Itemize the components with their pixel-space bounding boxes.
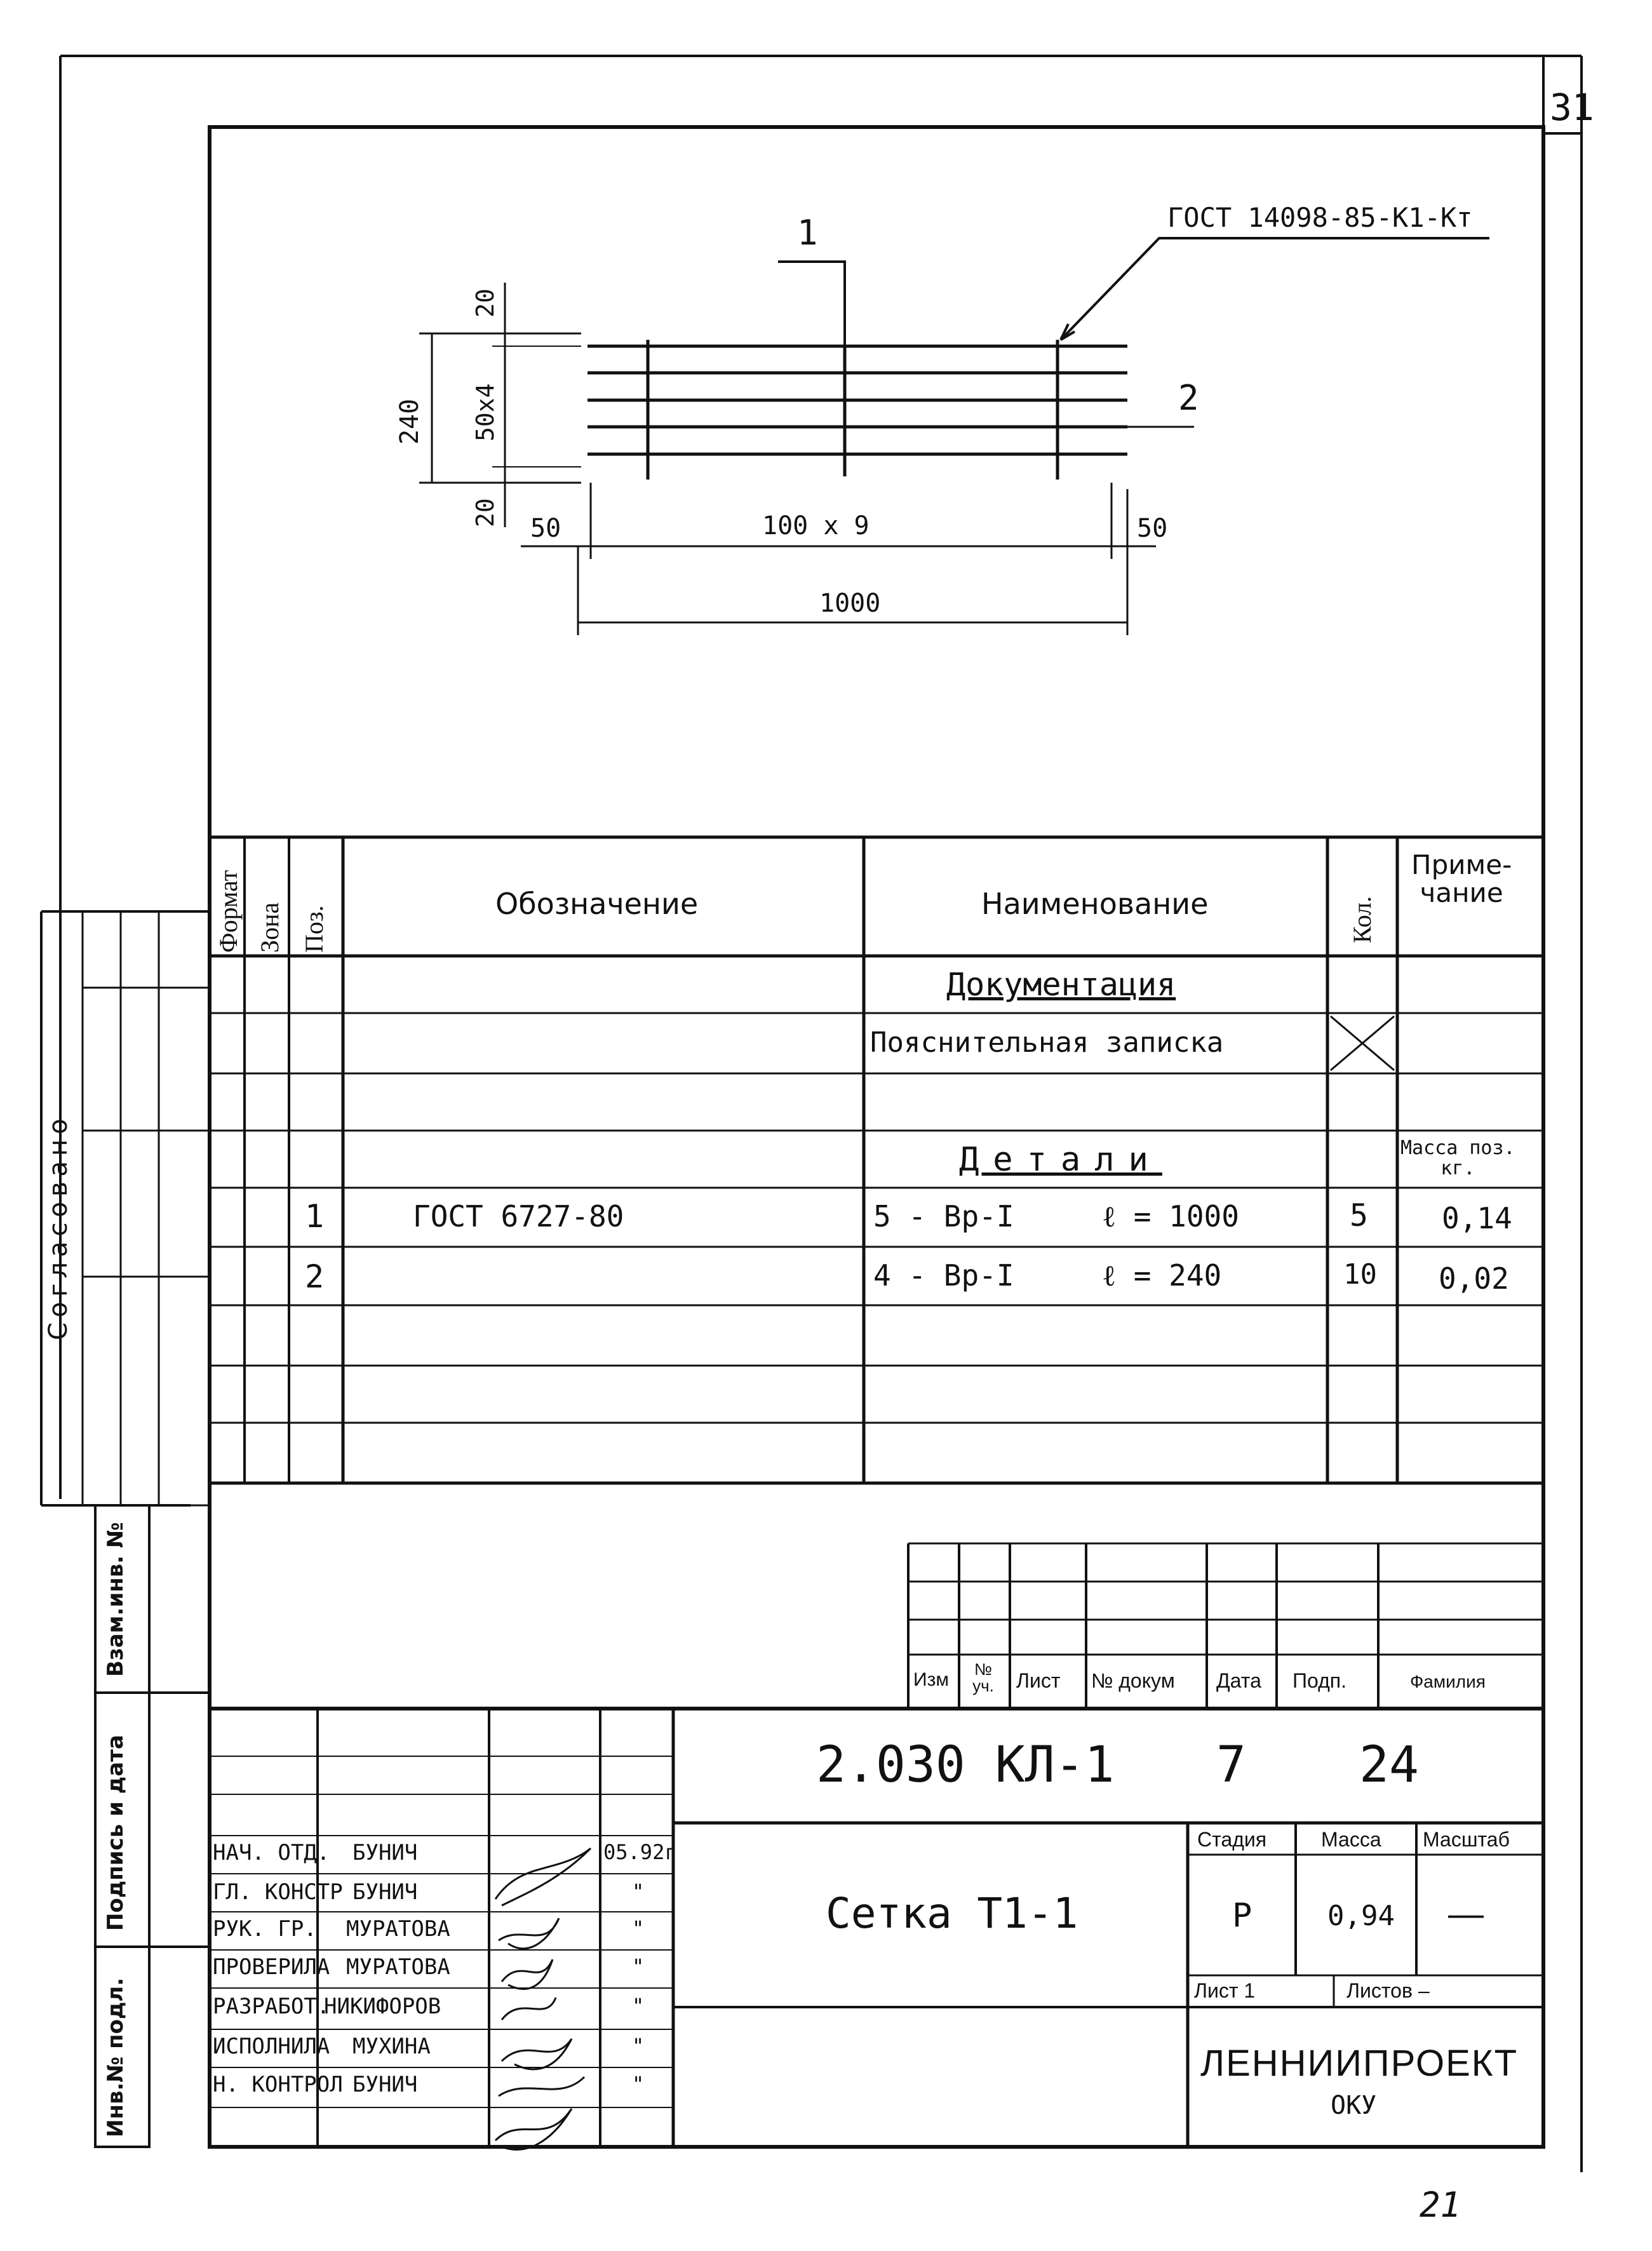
organization: ЛЕННИИПРОЕКТ: [1200, 2043, 1519, 2084]
sig-name: БУНИЧ: [353, 2072, 418, 2097]
row-details-note: Масса поз. кг.: [1400, 1137, 1515, 1179]
sheets-label: Листов –: [1346, 1979, 1430, 2002]
inv-orig-label: Инв.№ подл.: [103, 1977, 128, 2137]
row-1-designation: ГОСТ 6727-80: [413, 1199, 624, 1233]
sig-name: БУНИЧ: [353, 1879, 418, 1905]
sig-role: ПРОВЕРИЛА: [213, 1954, 330, 1980]
sig-date: ": [632, 2034, 645, 2058]
header-designation: Обозначение: [495, 887, 699, 921]
dim-total-width: 1000: [819, 589, 881, 618]
sig-role: ГЛ. КОНСТР: [213, 1879, 343, 1905]
sig-date: 05.92г: [603, 1840, 677, 1864]
sheet-label: Лист 1: [1194, 1979, 1256, 2002]
row-1-pos: 1: [305, 1198, 325, 1235]
sig-name: МУРАТОВА: [346, 1916, 450, 1942]
corner-mark: 21: [1420, 2185, 1461, 2225]
header-note: Приме- чание: [1411, 849, 1512, 909]
doc-code-num1: 7: [1216, 1737, 1246, 1794]
rev-header-surname: Фамилия: [1410, 1672, 1486, 1691]
row-2-name: 4 - Вр-I ℓ = 240: [873, 1258, 1222, 1293]
sig-role: НАЧ. ОТД.: [213, 1840, 330, 1865]
sig-role: РУК. ГР.: [213, 1916, 317, 1942]
header-format: Формат: [214, 870, 243, 953]
agreed-label: Согласовано: [44, 1113, 73, 1340]
sig-name: МУХИНА: [353, 2034, 431, 2059]
sig-name: НИКИФОРОВ: [324, 1994, 441, 2019]
gost-callout: ГОСТ 14098-85-К1-Кт: [1167, 202, 1473, 233]
inv-exchange-label: Взам.инв. №: [103, 1522, 128, 1677]
row-1-name: 5 - Вр-I ℓ = 1000: [873, 1199, 1239, 1233]
row-details: Детали: [959, 1141, 1162, 1179]
scale-value: —: [1448, 1893, 1484, 1933]
mass-value: 0,94: [1327, 1900, 1395, 1932]
rev-header-sheet: Лист: [1016, 1669, 1061, 1692]
rev-header-change: Изм: [913, 1669, 949, 1690]
header-name: Наименование: [981, 887, 1209, 921]
sig-name: БУНИЧ: [353, 1840, 418, 1865]
sig-date: ": [632, 1916, 645, 1940]
dim-left: 50: [530, 514, 561, 543]
header-zone: Зона: [255, 902, 284, 953]
sig-role: Н. КОНТРОЛ: [213, 2072, 343, 2097]
row-2-note: 0,02: [1439, 1261, 1509, 1296]
sig-date: ": [632, 1879, 645, 1904]
sig-role: ИСПОЛНИЛА: [213, 2034, 330, 2059]
rev-header-sign: Подп.: [1293, 1669, 1346, 1692]
rev-header-date: Дата: [1216, 1669, 1261, 1692]
sign-date-label: Подпись и дата: [103, 1735, 128, 1931]
position-2-label: 2: [1178, 378, 1199, 418]
signature-scribbles: [495, 1848, 591, 2149]
scale-label: Масштаб: [1423, 1828, 1510, 1851]
header-qty: Кол.: [1348, 896, 1376, 943]
doc-code-num2: 24: [1359, 1737, 1419, 1794]
sig-date: ": [632, 2072, 645, 2096]
row-1-note: 0,14: [1442, 1201, 1512, 1235]
department: ОКУ: [1331, 2091, 1377, 2120]
sig-date: ": [632, 1954, 645, 1979]
sig-role: РАЗРАБОТ.: [213, 1994, 330, 2019]
row-1-qty: 5: [1350, 1198, 1368, 1233]
row-documentation: Документация: [946, 966, 1176, 1003]
dim-mid: 50x4: [471, 383, 499, 441]
stage-value: Р: [1232, 1897, 1252, 1935]
dim-right: 50: [1137, 514, 1168, 543]
sig-date: ": [632, 1994, 645, 2018]
dim-bottom: 20: [471, 498, 499, 527]
position-1-label: 1: [797, 213, 818, 253]
row-2-pos: 2: [305, 1258, 325, 1295]
header-pos: Поз.: [300, 905, 328, 953]
rev-header-doc: № докум: [1091, 1669, 1175, 1692]
sig-name: МУРАТОВА: [346, 1954, 450, 1980]
doc-code: 2.030 КЛ-1: [816, 1737, 1115, 1794]
stage-label: Стадия: [1197, 1828, 1267, 1851]
mass-label: Масса: [1321, 1828, 1381, 1851]
rev-header-num: № уч.: [972, 1660, 994, 1695]
row-explanatory-note: Пояснительная записка: [870, 1026, 1224, 1059]
row-2-qty: 10: [1343, 1258, 1377, 1291]
doc-title: Сетка Т1-1: [826, 1889, 1078, 1938]
dim-span: 100 x 9: [762, 511, 870, 541]
dim-total-height: 240: [395, 398, 424, 445]
sheet-number: 31: [1550, 86, 1594, 129]
dim-top: 20: [471, 288, 499, 318]
